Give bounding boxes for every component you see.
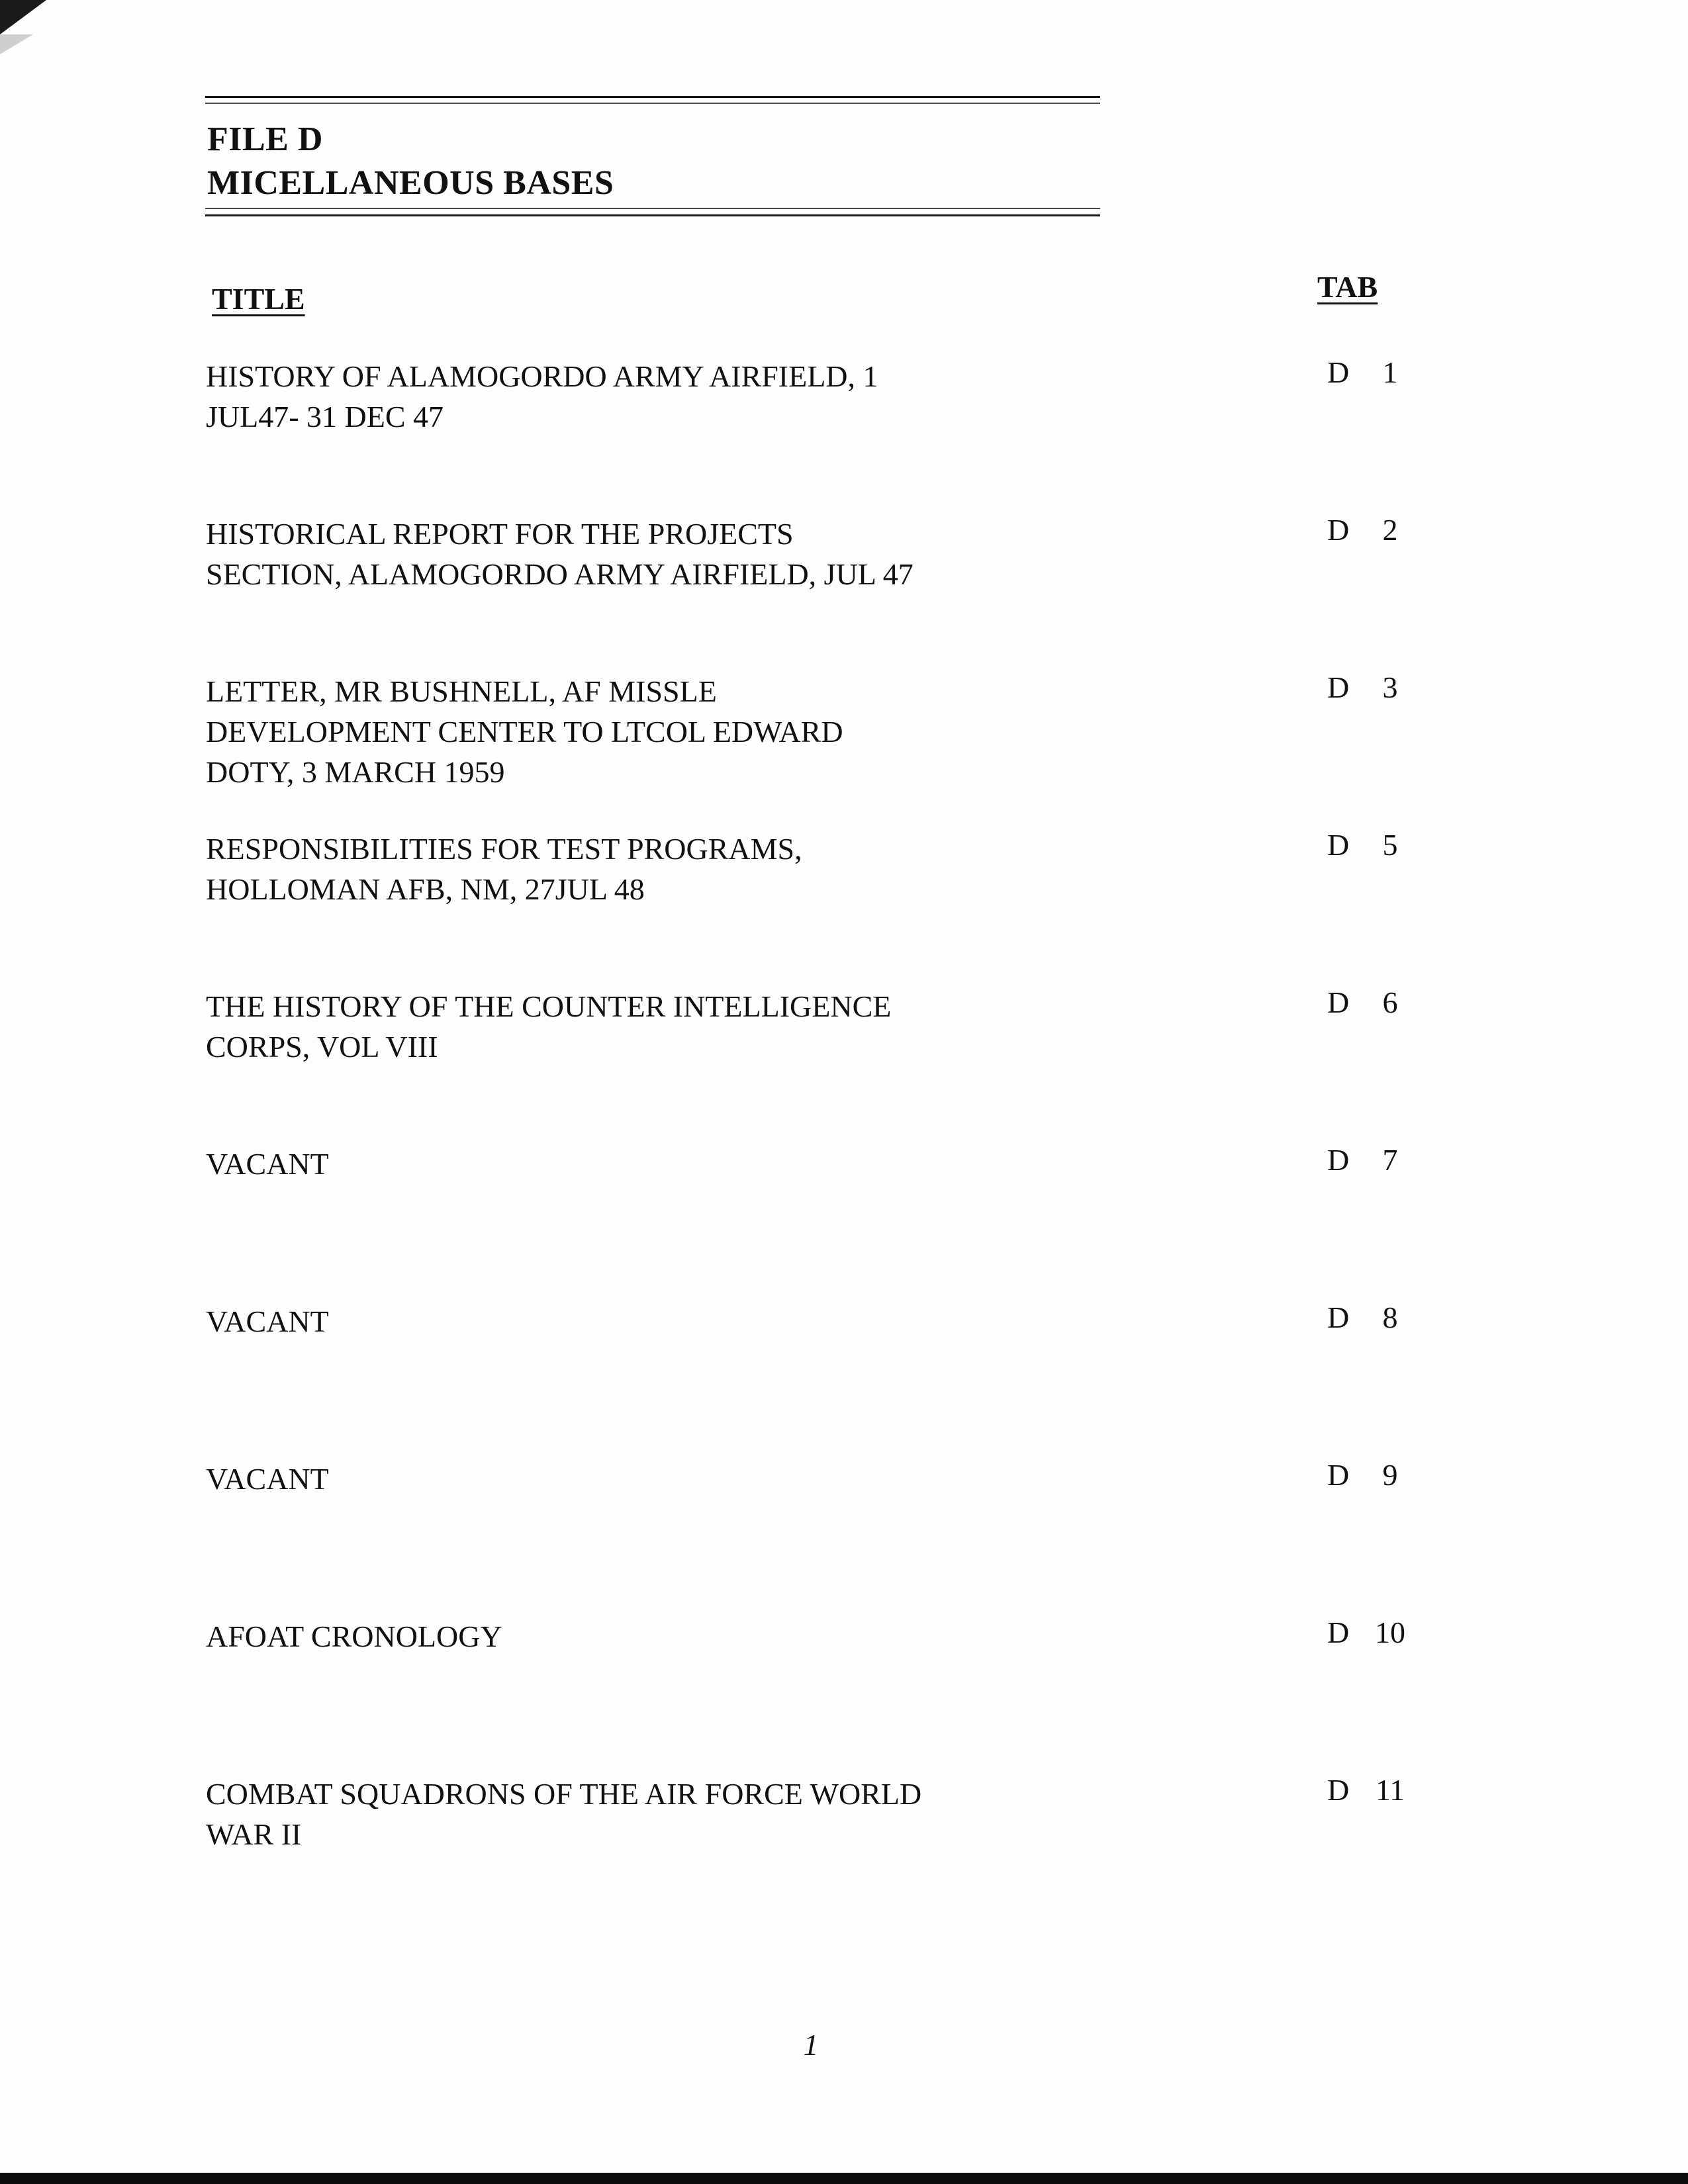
tab-number: 1 bbox=[1382, 355, 1398, 389]
tab-number: 11 bbox=[1375, 1773, 1405, 1807]
tab-letter: D bbox=[1327, 985, 1350, 1019]
tab-letter: D bbox=[1327, 1143, 1350, 1177]
tab-number: 6 bbox=[1382, 985, 1398, 1019]
entry-title: LETTER, MR BUSHNELL, AF MISSLE DEVELOPMENT CENTER TO LTCOL EDWARD DOTY, 3 MARCH 1959 bbox=[206, 674, 843, 789]
tab-letter: D bbox=[1327, 828, 1350, 862]
scan-edge-bar bbox=[0, 2173, 1688, 2184]
tab-letter: D bbox=[1327, 1615, 1350, 1649]
folded-corner-shadow bbox=[0, 34, 33, 54]
header-top-rule bbox=[205, 96, 1100, 98]
tab-number: 9 bbox=[1382, 1458, 1398, 1492]
entry-title: AFOAT CRONOLOGY bbox=[206, 1619, 502, 1653]
header-bottom-rule bbox=[205, 214, 1100, 216]
tab-number: 10 bbox=[1375, 1615, 1405, 1649]
page-number: 1 bbox=[803, 2028, 819, 2062]
entry-title: VACANT bbox=[206, 1462, 329, 1496]
tab-letter: D bbox=[1327, 513, 1350, 547]
tab-letter: D bbox=[1327, 1773, 1350, 1807]
tab-letter: D bbox=[1327, 1300, 1350, 1334]
tab-number: 3 bbox=[1382, 670, 1398, 704]
entry-title: HISTORY OF ALAMOGORDO ARMY AIRFIELD, 1 JUL47- 31 DEC 47 bbox=[206, 359, 878, 433]
tab-letter: D bbox=[1327, 670, 1350, 704]
header-top-rule-thin bbox=[205, 103, 1100, 104]
tab-column-heading: TAB bbox=[1317, 270, 1378, 304]
entry-title: COMBAT SQUADRONS OF THE AIR FORCE WORLD WAR II bbox=[206, 1777, 922, 1851]
tab-number: 5 bbox=[1382, 828, 1398, 862]
tab-number: 8 bbox=[1382, 1300, 1398, 1334]
entry-title: HISTORICAL REPORT FOR THE PROJECTS SECTION, ALAMOGORDO ARMY AIRFIELD, JUL 47 bbox=[206, 517, 914, 591]
tab-number: 7 bbox=[1382, 1143, 1398, 1177]
tab-letter: D bbox=[1327, 1458, 1350, 1492]
file-label: FILE D bbox=[207, 120, 323, 158]
tab-number: 2 bbox=[1382, 513, 1398, 547]
tab-letter: D bbox=[1327, 355, 1350, 389]
file-subtitle: MICELLANEOUS BASES bbox=[207, 164, 614, 202]
entry-title: VACANT bbox=[206, 1147, 329, 1181]
title-column-heading: TITLE bbox=[212, 282, 305, 316]
entry-title: RESPONSIBILITIES FOR TEST PROGRAMS, HOLLOMAN AFB, NM, 27JUL 48 bbox=[206, 832, 802, 906]
entry-title: THE HISTORY OF THE COUNTER INTELLIGENCE CORPS, VOL VIII bbox=[206, 989, 892, 1064]
header-bottom-rule-thin bbox=[205, 208, 1100, 209]
entry-title: VACANT bbox=[206, 1304, 329, 1338]
folded-corner bbox=[0, 0, 46, 34]
